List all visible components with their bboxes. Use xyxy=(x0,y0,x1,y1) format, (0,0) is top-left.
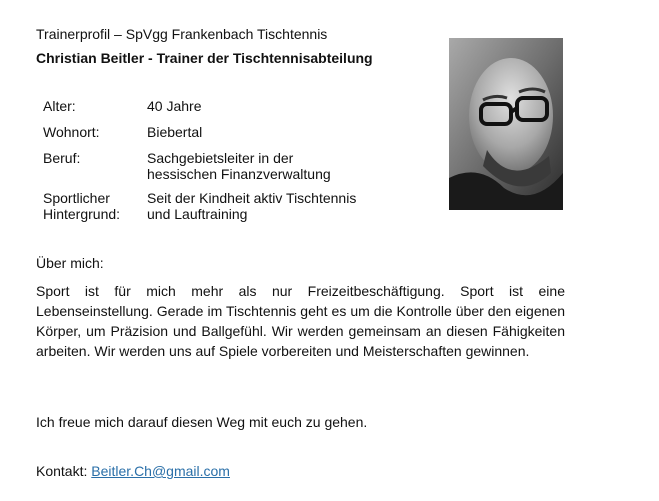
contact-label: Kontakt: xyxy=(36,463,88,479)
fact-label-line: Sportlicher xyxy=(43,190,110,206)
fact-value-line: Seit der Kindheit aktiv Tischtennis xyxy=(147,190,357,206)
about-heading: Über mich: xyxy=(36,255,104,271)
page-title: Christian Beitler - Trainer der Tischtennisabteilung xyxy=(36,50,373,66)
about-paragraph: Sport ist für mich mehr als nur Freizeitbeschäftigung. Sport ist eine Lebenseinstellung. Gerade im Tischtennis geht es um die Kontrolle über den eigenen Körper, um Präzision und Ballgefühl. Wir werden gemeinsam an diesen Fähigkeiten arbeiten. Wir werden uns auf Spiele vorbereiten und Meisterschaften gewinnen. xyxy=(36,283,565,359)
email-link[interactable]: Beitler.Ch@gmail.com xyxy=(91,463,230,479)
fact-value xyxy=(147,150,407,182)
club-line: Trainerprofil – SpVgg Frankenbach Tischtennis xyxy=(36,26,328,42)
fact-label: Alter: xyxy=(43,98,76,114)
contact-line xyxy=(36,463,230,479)
fact-value: 40 Jahre xyxy=(147,98,202,114)
closing-sentence: Ich freue mich darauf diesen Weg mit euch zu gehen. xyxy=(36,414,368,430)
fact-label: Beruf: xyxy=(43,150,81,166)
trainer-photo xyxy=(449,38,563,210)
fact-label xyxy=(43,190,147,222)
fact-value: Biebertal xyxy=(147,124,203,140)
fact-label-line: Hintergrund: xyxy=(43,206,121,222)
fact-value-line: hessischen Finanzverwaltung xyxy=(147,166,331,182)
fact-label: Wohnort: xyxy=(43,124,100,140)
fact-value-line: Sachgebietsleiter in der xyxy=(147,150,294,166)
fact-value xyxy=(147,190,407,222)
fact-value-line: und Lauftraining xyxy=(147,206,248,222)
